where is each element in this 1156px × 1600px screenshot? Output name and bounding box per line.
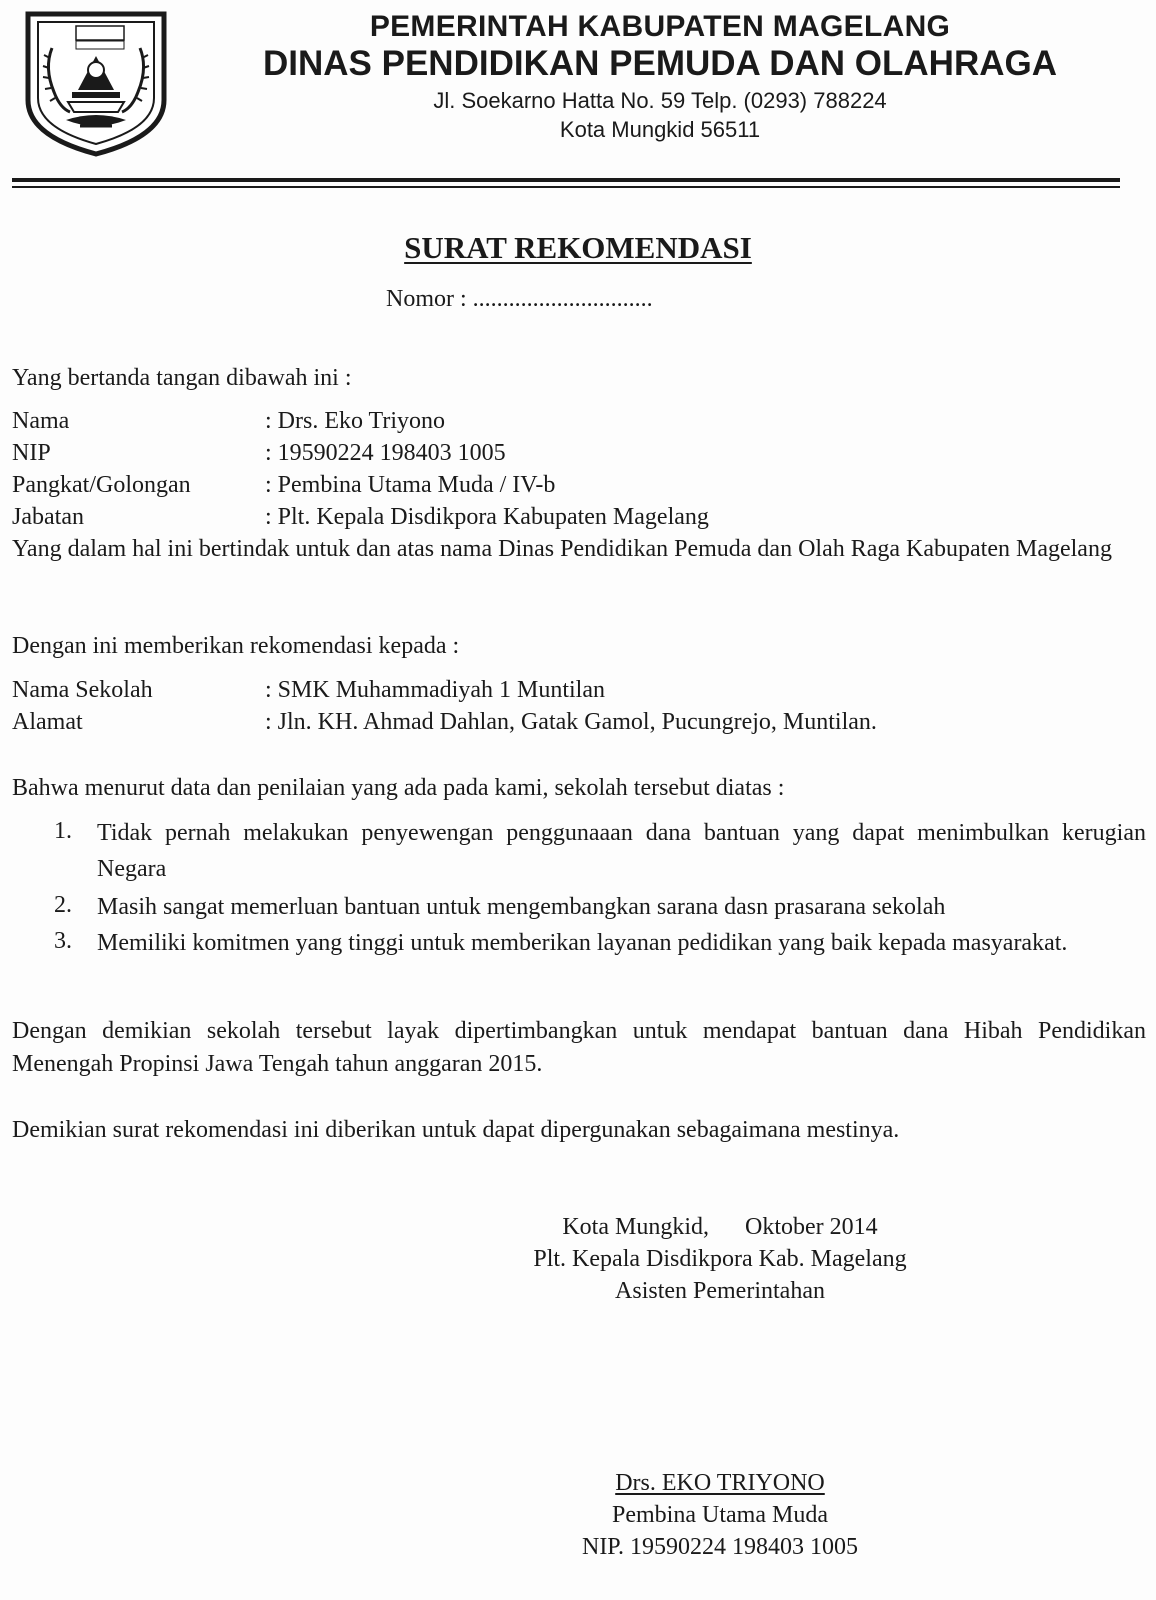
field-value: : Pembina Utama Muda / IV-b [265,472,556,498]
intro-text: Yang bertanda tangan dibawah ini : [12,365,352,391]
magelang-coat-of-arms-logo [20,8,172,158]
list-item-number: 1. [54,818,72,844]
closing-paragraph: Demikian surat rekomendasi ini diberikan untuk dapat dipergunakan sebagaimana mestinya. [12,1117,900,1143]
signer-nip: NIP. 19590224 198403 1005 [581,1534,858,1560]
assessment-intro: Bahwa menurut data dan penilaian yang ada pada kami, sekolah tersebut diatas : [12,775,785,801]
list-item: Tidak pernah melakukan penyewengan penggunaaan dana bantuan yang dapat menimbulkan kerugian Negara [97,820,1146,882]
signature-place-date: Kota Mungkid, Oktober 2014 [562,1214,878,1240]
field-label: Jabatan [12,504,84,530]
signature-position: Plt. Kepala Disdikpora Kab. Magelang [533,1246,907,1272]
letterhead-address: Jl. Soekarno Hatta No. 59 Telp. (0293) 788224 [433,88,887,113]
acting-for-paragraph: Yang dalam hal ini bertindak untuk dan atas nama Dinas Pendidikan Pemuda dan Olah Raga Kabupaten Magelang [12,536,1112,562]
letterhead-thick-rule [12,178,1120,182]
field-label: Nama [12,408,70,434]
letterhead [190,10,1130,144]
field-value: : Drs. Eko Triyono [265,408,446,434]
list-item: Memiliki komitmen yang tinggi untuk memberikan layanan pedidikan yang baik kepada masyarakat. [97,930,1068,956]
signature-role: Asisten Pemerintahan [615,1278,825,1304]
field-label: NIP [12,440,51,466]
signer-name: Drs. EKO TRIYONO [615,1470,825,1496]
letterhead-government: PEMERINTAH KABUPATEN MAGELANG [369,10,951,43]
field-label: Nama Sekolah [12,677,153,703]
field-value: : Jln. KH. Ahmad Dahlan, Gatak Gamol, Pucungrejo, Muntilan. [265,709,877,735]
list-item-number: 3. [54,928,72,954]
field-value: : 19590224 198403 1005 [265,440,506,466]
signer-rank: Pembina Utama Muda [612,1502,828,1528]
letter-title: SURAT REKOMENDASI [404,230,752,265]
field-value: : SMK Muhammadiyah 1 Muntilan [265,677,605,703]
list-item: Masih sangat memerluan bantuan untuk mengembangkan sarana dasn prasarana sekolah [97,894,946,920]
recommend-intro: Dengan ini memberikan rekomendasi kepada : [12,633,460,659]
field-label: Alamat [12,709,83,735]
conclusion-paragraph: Dengan demikian sekolah tersebut layak dipertimbangkan untuk mendapat bantuan dana Hibah Pendidikan Menengah Propinsi Jawa Tengah tahun anggaran 2015. [12,1018,1146,1077]
field-value: : Plt. Kepala Disdikpora Kabupaten Magelang [265,504,709,530]
letterhead-city: Kota Mungkid 56511 [559,117,761,142]
letterhead-agency: DINAS PENDIDIKAN PEMUDA DAN OLAHRAGA [263,44,1057,83]
field-label: Pangkat/Golongan [12,472,191,498]
letter-number: Nomor : .............................. [386,286,653,312]
letterhead-thin-rule [12,186,1120,188]
list-item-number: 2. [54,892,72,918]
